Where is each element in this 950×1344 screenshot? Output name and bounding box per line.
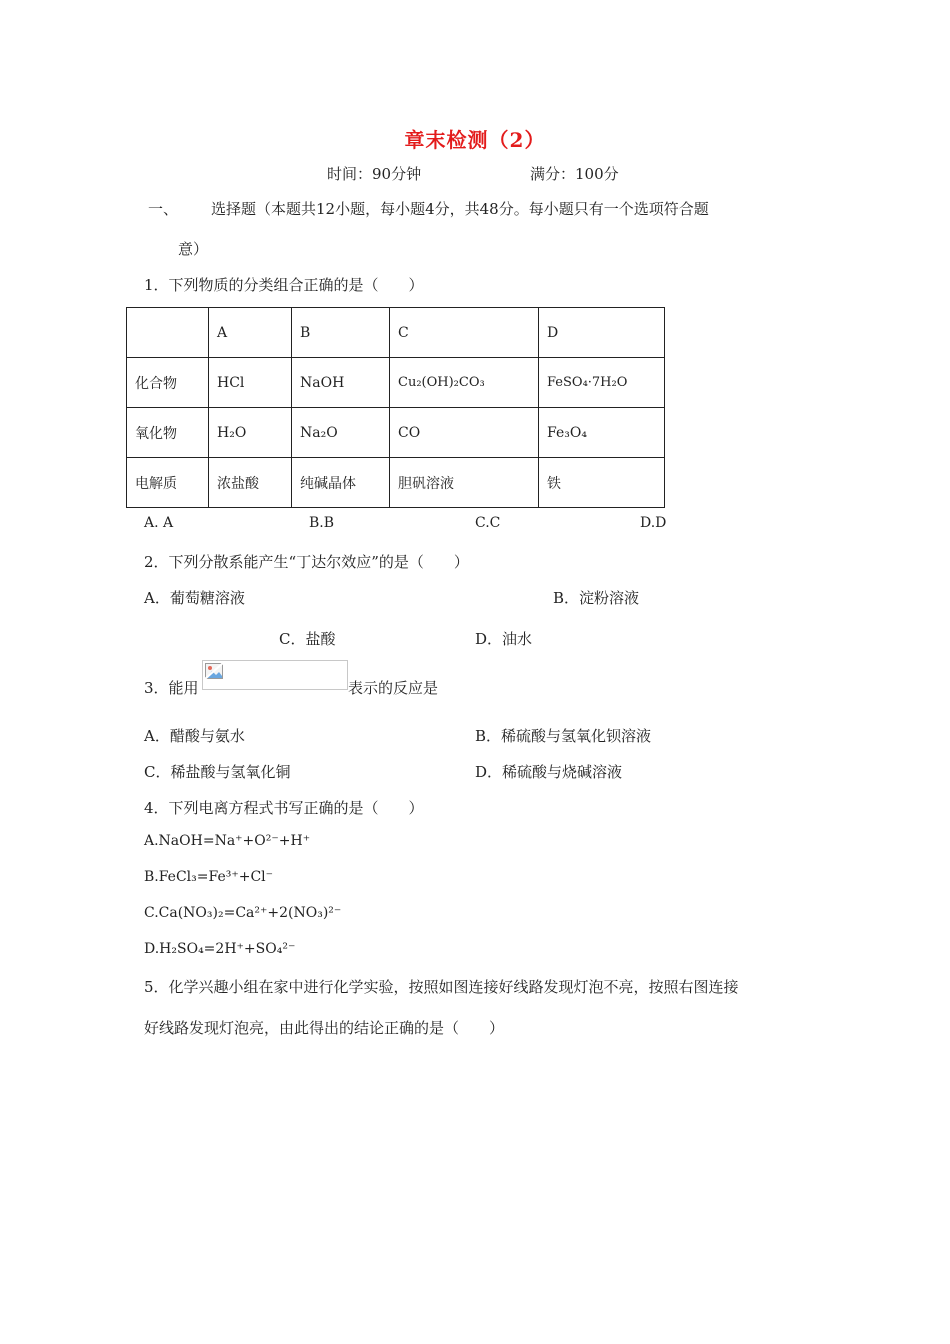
- q3-option-a: A．醋酸与氨水: [144, 727, 245, 745]
- q4-option-a: A.NaOH=Na⁺+O²⁻+H⁺: [144, 833, 311, 849]
- section-heading-continued: 意）: [178, 240, 209, 258]
- q2-option-c: C．盐酸: [279, 630, 336, 648]
- table-cell: C: [390, 308, 539, 358]
- q1-option-b: B.B: [309, 515, 335, 531]
- question-1-stem: 1．下列物质的分类组合正确的是（ ）: [144, 276, 424, 294]
- table-cell: B: [292, 308, 390, 358]
- table-cell: HCl: [209, 358, 292, 408]
- question-2-stem: 2．下列分散系能产生“丁达尔效应”的是（ ）: [144, 553, 469, 571]
- question-3-stem-start: 3．能用: [144, 679, 199, 697]
- table-header-row: [127, 308, 665, 358]
- page-title: 章末检测（2）: [404, 128, 546, 152]
- q3-option-c: C．稀盐酸与氢氧化铜: [144, 763, 291, 781]
- table-cell: CO: [390, 408, 539, 458]
- question-3-stem-end: 表示的反应是: [348, 679, 439, 697]
- table-cell: Fe₃O₄: [539, 408, 665, 458]
- q1-option-a: A. A: [144, 515, 174, 531]
- q4-option-d: D.H₂SO₄=2H⁺+SO₄²⁻: [144, 941, 296, 957]
- row-label: 电解质: [127, 458, 209, 508]
- q4-option-c: C.Ca(NO₃)₂=Ca²⁺+2(NO₃)²⁻: [144, 905, 342, 921]
- q4-option-b: B.FeCl₃=Fe³⁺+Cl⁻: [144, 869, 274, 885]
- table-cell: 纯碱晶体: [292, 458, 390, 508]
- table-cell: D: [539, 308, 665, 358]
- table-cell: H₂O: [209, 408, 292, 458]
- section-heading: 选择题（本题共12小题，每小题4分，共48分。每小题只有一个选项符合题: [211, 200, 709, 218]
- table-cell: 胆矾溶液: [390, 458, 539, 508]
- q2-option-d: D．油水: [475, 630, 533, 648]
- table-cell: Na₂O: [292, 408, 390, 458]
- q2-option-b: B．淀粉溶液: [553, 589, 640, 607]
- table-cell: Cu₂(OH)₂CO₃: [390, 358, 539, 408]
- q3-option-b: B．稀硫酸与氢氧化钡溶液: [475, 727, 652, 745]
- exam-score: 满分：100分: [530, 165, 619, 183]
- table-row: [127, 358, 665, 408]
- table-cell: 铁: [539, 458, 665, 508]
- table-cell: 浓盐酸: [209, 458, 292, 508]
- row-label: 氧化物: [127, 408, 209, 458]
- row-label: 化合物: [127, 358, 209, 408]
- question-5-stem: 5．化学兴趣小组在家中进行化学实验，按照如图连接好线路发现灯泡不亮，按照右图连接: [144, 978, 739, 996]
- table-cell: [127, 308, 209, 358]
- table-cell: NaOH: [292, 358, 390, 408]
- question-4-stem: 4．下列电离方程式书写正确的是（ ）: [144, 799, 424, 817]
- table-cell: FeSO₄·7H₂O: [539, 358, 665, 408]
- q3-option-d: D．稀硫酸与烧碱溶液: [475, 763, 623, 781]
- broken-image-icon: [205, 663, 223, 679]
- table-cell: A: [209, 308, 292, 358]
- classification-table: [126, 307, 665, 508]
- section-number: 一、: [148, 200, 179, 218]
- table-row: [127, 408, 665, 458]
- q1-option-d: D.D: [640, 515, 667, 531]
- table-row: [127, 458, 665, 508]
- q1-option-c: C.C: [475, 515, 501, 531]
- equation-image-placeholder: [202, 660, 348, 690]
- q2-option-a: A．葡萄糖溶液: [144, 589, 245, 607]
- exam-time: 时间：90分钟: [327, 165, 422, 183]
- question-5-stem-continued: 好线路发现灯泡亮，由此得出的结论正确的是（ ）: [144, 1019, 505, 1037]
